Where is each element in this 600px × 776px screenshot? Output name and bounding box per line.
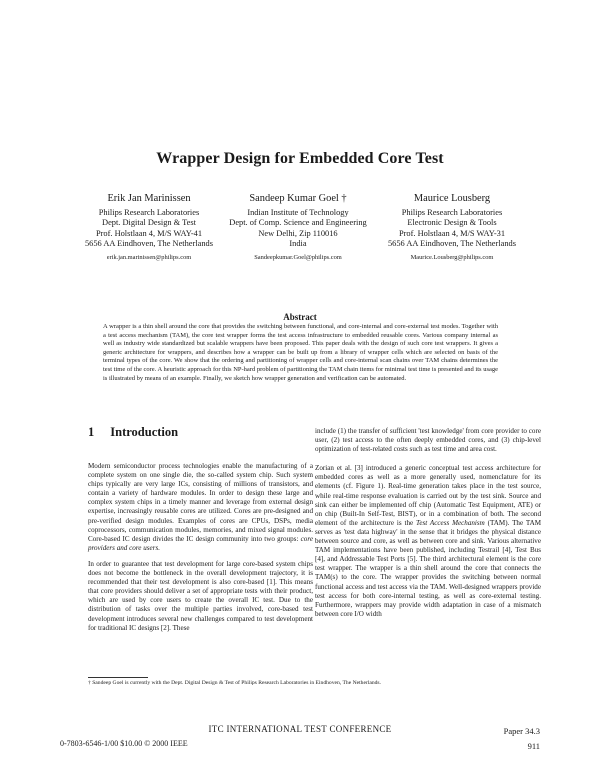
emphasized-text: core providers and core users. — [88, 534, 313, 552]
author-email[interactable]: Maurice.Lousberg@philips.com — [410, 253, 494, 261]
body-paragraph: In order to guarantee that test development for large core-based system chips does not become the bottleneck in the overall development trajectory, it is recommended that their test development is also core-based [1]. This means that core providers should deliver a set of appropriate tests with their product, which are used by core users to create the overall IC test. Due to the distribution of tasks over the multiple parties involved, core-based test development introduces several new challenges compared to test development for traditional IC designs [2]. These — [88, 559, 313, 632]
left-column — [88, 462, 313, 633]
author-name: Erik Jan Marinissen — [107, 193, 191, 204]
paper-number: Paper 34.3 — [503, 726, 540, 736]
author-name: Sandeep Kumar Goel † — [249, 193, 347, 204]
section-heading — [88, 425, 178, 440]
author-affiliation-line: Philips Research Laboratories — [98, 207, 200, 217]
author-email[interactable]: Sandeepkumar.Goel@philips.com — [254, 253, 342, 261]
author-email[interactable]: erik.jan.marinissen@philips.com — [106, 253, 192, 261]
author-affiliation-line: Prof. Holstlaan 4, M/S WAY-31 — [398, 228, 506, 238]
author-name: Maurice Lousberg — [413, 193, 491, 204]
author-affiliation-line: Dept. of Comp. Science and Engineering — [229, 218, 367, 228]
body-paragraph — [315, 464, 541, 619]
author-block-marinissen — [64, 194, 234, 264]
paper-title: Wrapper Design for Embedded Core Test — [156, 150, 444, 167]
conference-name: ITC INTERNATIONAL TEST CONFERENCE — [208, 724, 392, 734]
footnote: † Sandeep Goel is currently with the Dept. Digital Design & Test of Philips Research Laboratories in Eindhoven, The Netherlands. — [88, 680, 382, 686]
author-affiliation-line: Dept. Digital Design & Test — [102, 218, 196, 228]
isbn-copyright: 0-7803-6546-1/00 $10.00 © 2000 IEEE — [60, 739, 188, 748]
author-affiliation-line: 5656 AA Eindhoven, The Netherlands — [84, 239, 213, 249]
section-title: Introduction — [110, 425, 179, 439]
author-affiliation-line: Indian Institute of Technology — [247, 207, 349, 217]
author-affiliation-line: India — [289, 239, 307, 249]
abstract-heading: Abstract — [283, 312, 317, 322]
body-paragraph: include (1) the transfer of sufficient 'test knowledge' from core provider to core user, (2) test access to the often deeply embedded cores, and (3) chip-level optimization of test-related costs such as test time and area cost. — [315, 427, 541, 454]
paragraph-text: Zorian et al. [3] introduced a generic conceptual test access architecture for embedded cores as well as a more generally used, nomenclature for its elements (cf. Figure 1). Real-time generation takes place in the test source, while real-time response evaluation is carried out by the test sink. Source and sink can either be implemented off chip (Automatic Test Equipment, ATE) or on chip (Built-In Self-Test, BIST), or in a combination of both. The second element of the architecture is the — [315, 464, 541, 527]
author-affiliation-line: New Delhi, Zip 110016 — [258, 228, 338, 238]
section-number: 1 — [88, 425, 95, 439]
author-block-lousberg — [367, 194, 537, 264]
abstract-body: A wrapper is a thin shell around the core that provides the switching between functional, and core-internal and core-external test modes. Together with a test access mechanism (TAM), the core test wrapper forms the test access infrastructure to embedded reusable cores. Various company internal as well as industry wide standardized but scalable wrappers have been proposed. This paper deals with the design of such core test wrappers. It gives a generic architecture for wrappers, and describes how a wrapper can be built up from a library of wrapper cells which are selected on basis of the terminal types of the core. We show that the ordering and partitioning of wrapper cells and core-internal scan chains over TAM chains determines the test time of the core. A heuristic approach for this NP-hard problem of partitioning the TAM chain items for minimal test time is presented and its usage is illustrated by means of an example. Finally, we sketch how wrapper generation and verification can be automated. — [103, 323, 498, 382]
author-block-goel — [213, 194, 383, 264]
body-paragraph — [88, 462, 313, 553]
author-affiliation-line: Prof. Holstlaan 4, M/S WAY-41 — [95, 228, 203, 238]
footnote-divider — [88, 677, 148, 678]
page-number: 911 — [527, 741, 540, 751]
paragraph-text: (TAM). The TAM serves as 'test data highway' in the sense that it bridges the physical distance between source and core, as well as between core and sink. Various alternative TAM implementations have been published, including Testrail [4], Test Bus [4], and Addressable Test Ports [5]. The third architectural element is the core test wrapper. The wrapper is a thin shell around the core that connects the TAM(s) to the core. The wrapper provides the switching between normal functional access and test access via the TAM. Well-designed wrappers provide test access for both core-internal testing, as well as core-external testing. Furthermore, wrappers may provide width adaptation in case of a mismatch between core I/O width — [315, 518, 542, 618]
paragraph-text: Modern semiconductor process technologies enable the manufacturing of a complete system on one single die, the so-called system chip. Such system chips typically are very large ICs, consisting of millions of transistors, and contain a variety of hardware modules. In order to design these large and complex system chips in a timely manner and leverage from external design expertise, increasingly reusable cores are utilized. Cores are pre-designed and pre-verified design modules. Examples of cores are CPUs, DSPs, media coprocessors, communication modules, memories, and mixed signal modules. Core-based IC design divides the IC design community into two groups: — [88, 462, 313, 543]
author-affiliation-line: Philips Research Laboratories — [401, 207, 503, 217]
right-column — [315, 427, 541, 619]
author-affiliation-line: 5656 AA Eindhoven, The Netherlands — [387, 239, 516, 249]
emphasized-text: Test Access Mechanism — [416, 518, 485, 527]
author-affiliation-line: Electronic Design & Tools — [407, 218, 497, 228]
